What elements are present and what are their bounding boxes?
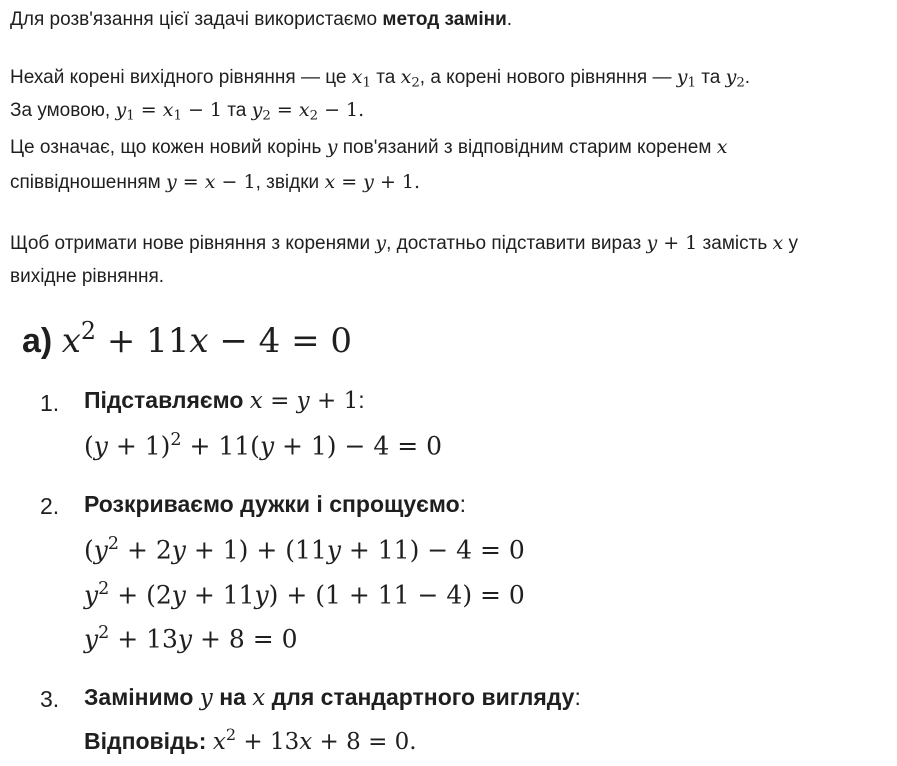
answer-equation: $x^2 + 13x + 8 = 0$. bbox=[212, 725, 417, 755]
para1-line1 bbox=[10, 65, 750, 95]
math-y: y bbox=[375, 232, 387, 254]
text-span: Нехай корені вихідного рівняння — це bbox=[10, 67, 352, 88]
math-symbol: y bbox=[199, 685, 213, 711]
math-x: x bbox=[772, 232, 784, 254]
intro-text bbox=[10, 8, 512, 32]
text-span: : bbox=[459, 491, 467, 517]
step-3-title bbox=[84, 684, 581, 711]
para2-line2: вихідне рівняння. bbox=[10, 266, 165, 287]
text-span: , а корені нового рівняння — bbox=[419, 67, 677, 88]
step-1-number: 1. bbox=[40, 390, 60, 416]
text-span: Підставляємо bbox=[84, 387, 244, 413]
math-y1: $y_1$ bbox=[676, 66, 696, 91]
para1-line2 bbox=[10, 98, 364, 128]
text-span: . bbox=[744, 67, 751, 88]
step-2-title bbox=[84, 491, 466, 518]
text-span: та bbox=[222, 100, 252, 121]
text-span: Замінимо bbox=[84, 684, 194, 710]
text-span: та bbox=[370, 67, 401, 88]
step-2-equation-3: $y^2 + 13y + 8 = 0$ bbox=[84, 623, 298, 654]
intro-prefix: Для розв'язання цієї задачі використаємо bbox=[10, 9, 383, 30]
step-3-answer bbox=[84, 725, 417, 755]
section-a-label: а) bbox=[22, 322, 62, 361]
text-span: , достатньо підставити вираз bbox=[386, 233, 647, 254]
text-span: співвідношенням bbox=[10, 172, 166, 193]
step-1-equation: $(y + 1)^2 + 11(y + 1) - 4 = 0$ bbox=[84, 430, 443, 461]
step-2-number: 2. bbox=[40, 493, 60, 519]
step-3-number: 3. bbox=[40, 686, 60, 712]
math-symbol: x bbox=[252, 685, 266, 711]
text-span: , звідки bbox=[255, 172, 325, 193]
intro-suffix: . bbox=[506, 9, 513, 30]
step-1-title bbox=[84, 387, 365, 414]
text-span: та bbox=[695, 67, 726, 88]
section-a-heading bbox=[22, 317, 352, 361]
math-x1: $x_1$ bbox=[351, 66, 371, 91]
math-inverse: x = y + 1. bbox=[324, 171, 421, 193]
step-1-title-math: x = y + 1 bbox=[249, 388, 359, 414]
math-y: y bbox=[326, 136, 338, 158]
intro-bold: метод заміни bbox=[382, 9, 507, 30]
math-relation: y = x − 1 bbox=[166, 171, 256, 193]
text-span: замість bbox=[697, 233, 773, 254]
para1-line4 bbox=[10, 170, 420, 195]
math-y2: $y_2$ bbox=[725, 66, 745, 91]
math-y2-def: $y_2 = x_2 - 1$. bbox=[251, 99, 365, 124]
text-span: : bbox=[358, 387, 365, 413]
math-x2: $x_2$ bbox=[400, 66, 420, 91]
para2-line1 bbox=[10, 231, 798, 256]
step-2-equation-2: $y^2 + (2y + 11y) + (1 + 11 - 4) = 0$ bbox=[84, 579, 525, 610]
section-a-equation: $x^2 + 11x - 4 = 0$ bbox=[61, 317, 353, 362]
math-y-plus-1: y + 1 bbox=[646, 232, 698, 254]
text-span: За умовою, bbox=[10, 100, 116, 121]
text-span: у bbox=[783, 233, 799, 254]
math-y1-def: $y_1 = x_1 - 1$ bbox=[115, 99, 223, 124]
text-span: Щоб отримати нове рівняння з коренями bbox=[10, 233, 376, 254]
text-span: для стандартного вигляду bbox=[271, 684, 575, 710]
math-x: x bbox=[716, 136, 728, 158]
text-span: на bbox=[219, 684, 246, 710]
para1-line3 bbox=[10, 135, 727, 160]
text-span: : bbox=[574, 684, 581, 710]
answer-label: Відповідь: bbox=[84, 727, 207, 754]
text-span: пов'язаний з відповідним старим коренем bbox=[337, 137, 717, 158]
text-span: Розкриваємо дужки і спрощуємо bbox=[84, 491, 460, 517]
text-span: Це означає, що кожен новий корінь bbox=[10, 137, 327, 158]
step-2-equation-1: $(y^2 + 2y + 1) + (11y + 11) - 4 = 0$ bbox=[84, 534, 525, 565]
